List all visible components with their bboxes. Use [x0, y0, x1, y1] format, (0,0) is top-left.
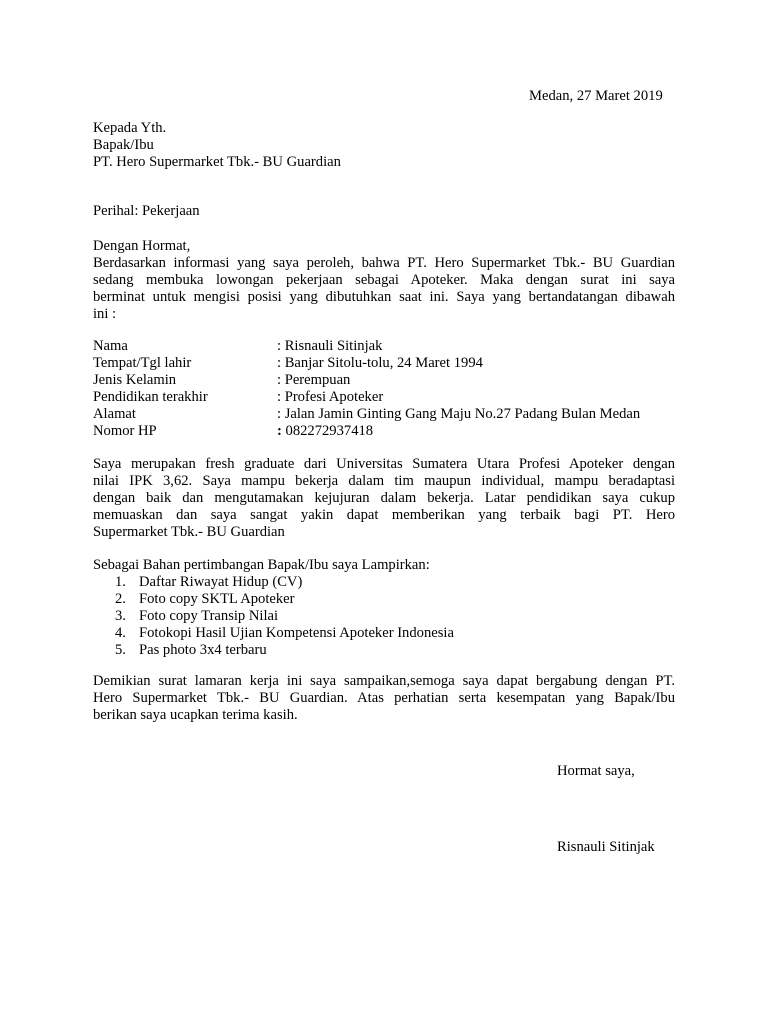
greeting: Dengan Hormat, [93, 238, 191, 254]
field-label: Tempat/Tgl lahir [93, 355, 192, 371]
list-text: Pas photo 3x4 terbaru [139, 642, 267, 658]
body-line: nilai IPK 3,62. Saya mampu bekerja dalam tim maupun individual, mampu beradaptasi [93, 473, 675, 489]
field-gender [93, 372, 693, 389]
field-value: : Jalan Jamin Ginting Gang Maju No.27 Padang Bulan Medan [277, 406, 641, 422]
body-line: dengan baik dan mengutamakan kejujuran dalam bekerja. Latar pendidikan saya cukup [93, 490, 675, 506]
list-number: 1. [115, 574, 126, 590]
field-phone [93, 423, 693, 440]
field-value: : Perempuan [277, 372, 351, 388]
closing-line: Demikian surat lamaran kerja ini saya sampaikan,semoga saya dapat bergabung dengan PT. [93, 673, 675, 689]
closing-line: berikan saya ucapkan terima kasih. [93, 707, 298, 723]
field-education [93, 389, 693, 406]
list-text: Foto copy SKTL Apoteker [139, 591, 295, 607]
list-number: 3. [115, 608, 126, 624]
closing-paragraph [93, 673, 675, 724]
body-paragraph [93, 456, 675, 541]
list-text: Daftar Riwayat Hidup (CV) [139, 574, 303, 590]
field-value: : Profesi Apoteker [277, 389, 384, 405]
sign-off: Hormat saya, [557, 763, 635, 779]
phone-number: 082272937418 [281, 423, 374, 439]
field-label: Alamat [93, 406, 136, 422]
list-number: 5. [115, 642, 126, 658]
intro-line: berminat untuk mengisi posisi yang dibutuhkan saat ini. Saya yang bertandatangan dibawah [93, 289, 675, 305]
intro-paragraph [93, 255, 675, 323]
recipient-line-3: PT. Hero Supermarket Tbk.- BU Guardian [93, 154, 341, 170]
intro-line: ini : [93, 306, 117, 322]
field-label: Nomor HP [93, 423, 157, 439]
intro-line: Berdasarkan informasi yang saya peroleh, bahwa PT. Hero Supermarket Tbk.- BU Guardian [93, 255, 675, 271]
list-item [115, 642, 454, 659]
list-item [115, 608, 454, 625]
signature-name: Risnauli Sitinjak [557, 839, 655, 855]
field-label: Jenis Kelamin [93, 372, 177, 388]
field-label: Pendidikan terakhir [93, 389, 208, 405]
field-label: Nama [93, 338, 128, 354]
field-value [277, 423, 373, 440]
field-colon: : [277, 423, 282, 439]
recipient-line-2: Bapak/Ibu [93, 137, 154, 153]
place-date: Medan, 27 Maret 2019 [529, 88, 663, 104]
field-value: : Banjar Sitolu-tolu, 24 Maret 1994 [277, 355, 483, 371]
list-text: Foto copy Transip Nilai [139, 608, 279, 624]
list-item [115, 625, 454, 642]
field-value: : Risnauli Sitinjak [277, 338, 383, 354]
list-number: 4. [115, 625, 126, 641]
intro-line: sedang membuka lowongan pekerjaan sebagai Apoteker. Maka dengan surat ini saya [93, 272, 675, 288]
recipient-line-1: Kepada Yth. [93, 120, 167, 136]
list-text: Fotokopi Hasil Ujian Kompetensi Apoteker Indonesia [139, 625, 454, 641]
field-birth [93, 355, 693, 372]
closing-line: Hero Supermarket Tbk.- BU Guardian. Atas perhatian serta kesempatan yang Bapak/Ibu [93, 690, 675, 706]
body-line: Saya merupakan fresh graduate dari Universitas Sumatera Utara Profesi Apoteker dengan [93, 456, 675, 472]
list-item [115, 591, 454, 608]
attachment-list [115, 574, 454, 659]
attachments-intro: Sebagai Bahan pertimbangan Bapak/Ibu saya Lampirkan: [93, 557, 430, 573]
field-address [93, 406, 693, 423]
list-number: 2. [115, 591, 126, 607]
list-item [115, 574, 454, 591]
subject-line: Perihal: Pekerjaan [93, 203, 200, 219]
field-nama [93, 338, 693, 355]
body-line: memuaskan dan saya sangat yakin dapat memberikan yang terbaik bagi PT. Hero [93, 507, 675, 523]
body-line: Supermarket Tbk.- BU Guardian [93, 524, 285, 540]
